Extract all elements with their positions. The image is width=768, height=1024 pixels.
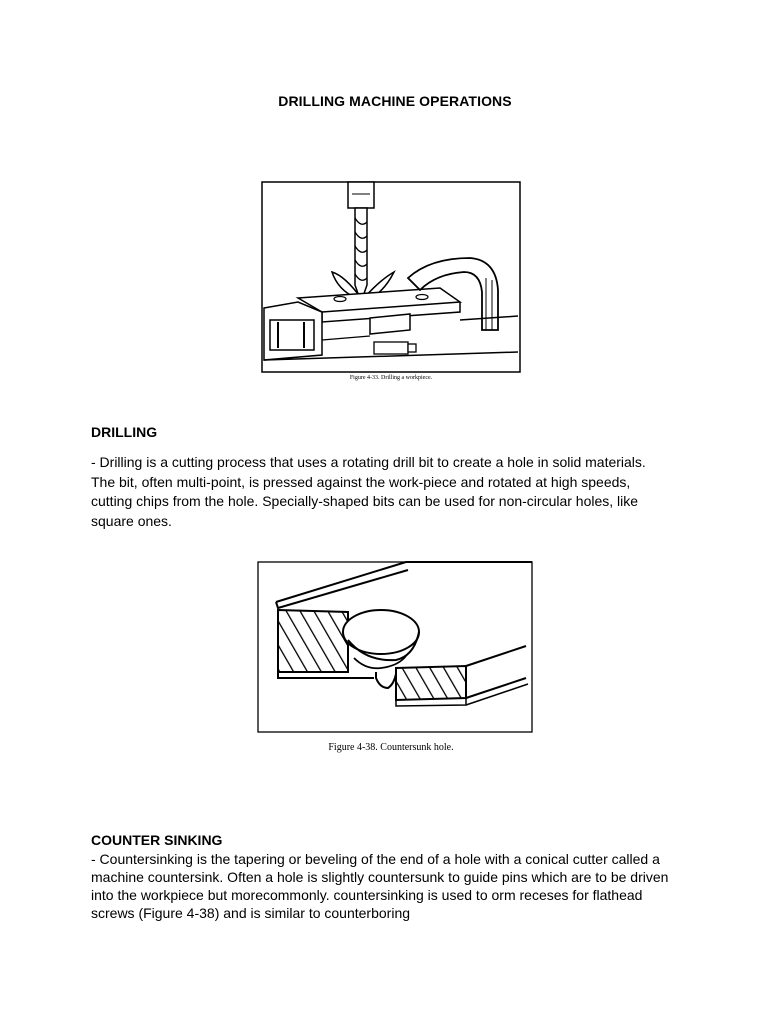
section-heading-counter-sinking: COUNTER SINKING	[91, 832, 223, 848]
section-body-counter-sinking: - Countersinking is the tapering or beveling of the end of a hole with a conical cutter called a machine countersink. Often a hole is slightly countersunk to guide pins which are to be driven into the workpiece but morecommonly. countersinking is used to orm receses for flathead screws (Figure 4-38) and is similar to counterboring	[91, 851, 669, 921]
figure-drilling-workpiece	[260, 180, 522, 385]
page-title: DRILLING MACHINE OPERATIONS	[278, 93, 512, 109]
section-body-drilling: - Drilling is a cutting process that uses a rotating drill bit to create a hole in solid materials. The bit, often multi-point, is pressed against the work-piece and rotated at high speeds, cutting chips from the hole. Specially-shaped bits can be used for non-circular holes, like square ones.	[91, 454, 646, 529]
drilling-illustration	[260, 180, 522, 385]
figure-caption: Figure 4-38. Countersunk hole.	[328, 742, 454, 753]
section-heading-drilling: DRILLING	[91, 424, 158, 440]
countersunk-illustration	[256, 560, 534, 755]
figure-caption: Figure 4-33. Drilling a workpiece.	[349, 375, 433, 381]
figure-countersunk-hole	[256, 560, 534, 755]
